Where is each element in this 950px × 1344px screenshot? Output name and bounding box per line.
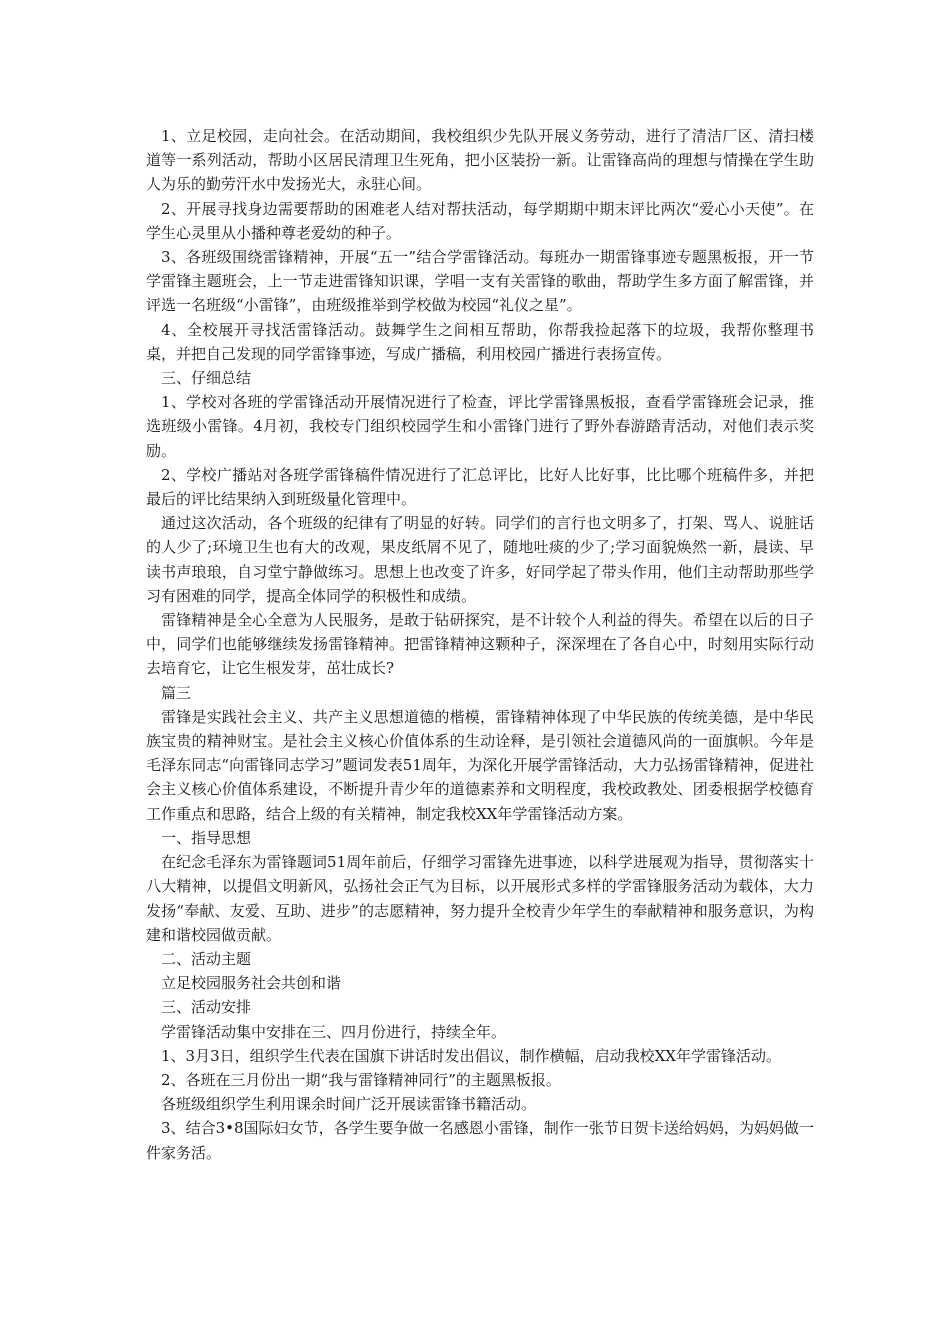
- paragraph-arrangement-reading: 各班级组织学生利用课余时间广泛开展读雷锋书籍活动。: [161, 1095, 537, 1114]
- paragraph-activity-4: 4、全校展开寻找活雷锋活动。鼓舞学生之间相互帮助，你帮我捡起落下的垃圾，我帮你整理书桌，并把自己发现的同学雷锋事迹，写成广播稿，利用校园广播进行表扬宣传。: [146, 320, 814, 363]
- part-heading: 篇三: [161, 683, 192, 702]
- paragraph-conclusion: 雷锋精神是全心全意为人民服务，是敢于钻研探究，是不计较个人利益的得失。希望在以后的日子中，同学们也能够继续发扬雷锋精神。把雷锋精神这颗种子，深深埋在了各自心中，时刻用实际行动去培育它，让它生根发芽，茁壮成长?: [146, 611, 814, 678]
- paragraph-summary-1: 1、学校对各班的学雷锋活动开展情况进行了检查，评比学雷锋黑板报，查看学雷锋班会记录，推选班级小雷锋。4月初，我校专门组织校园学生和小雷锋门进行了野外春游踏青活动，对他们表示奖励。: [146, 393, 814, 460]
- paragraph-arrangement: 学雷锋活动集中安排在三、四月份进行，持续全年。: [161, 1022, 507, 1041]
- section-heading-theme: 二、活动主题: [161, 949, 252, 968]
- paragraph-arrangement-1: 1、3月3日，组织学生代表在国旗下讲话时发出倡议，制作横幅，启动我校XX年学雷锋活动。: [161, 1046, 781, 1065]
- section-heading-arrangement: 三、活动安排: [161, 998, 252, 1017]
- paragraph-results: 通过这次活动，各个班级的纪律有了明显的好转。同学们的言行也文明多了，打架、骂人、说脏话的人少了;环境卫生也有大的改观，果皮纸屑不见了，随地吐痰的少了;学习面貌焕然一新，晨读、早读书声琅琅，自习堂宁静做练习。思想上也改变了许多，好同学起了带头作用，他们主动帮助那些学习有困难的同学，提高全体同学的积极性和成绩。: [146, 514, 814, 605]
- paragraph-theme: 立足校园服务社会共创和谐: [161, 974, 342, 993]
- paragraph-arrangement-3: 3、结合3•8国际妇女节，各学生要争做一名感恩小雷锋，制作一张节日贺卡送给妈妈，为妈妈做一件家务活。: [146, 1119, 814, 1162]
- paragraph-intro: 雷锋是实践社会主义、共产主义思想道德的楷模，雷锋精神体现了中华民族的传统美德，是中华民族宝贵的精神财宝。是社会主义核心价值体系的生动诠释，是引领社会道德风尚的一面旗帜。今年是毛泽东同志“向雷锋同志学习”题词发表51周年，为深化开展学雷锋活动，大力弘扬雷锋精神，促进社会主义核心价值体系建设，不断提升青少年的道德素养和文明程度，我校政教处、团委根据学校德育工作重点和思路，结合上级的有关精神，制定我校XX年学雷锋活动方案。: [146, 707, 814, 823]
- paragraph-guiding-ideas: 在纪念毛泽东为雷锋题词51周年前后，仔细学习雷锋先进事迹，以科学进展观为指导，贯彻落实十八大精神，以提倡文明新风，弘扬社会正气为目标，以开展形式多样的学雷锋服务活动为载体，大力发扬“奉献、友爱、互助、进步”的志愿精神，努力提升全校青少年学生的奉献精神和服务意识，为构建和谐校园做贡献。: [146, 853, 814, 944]
- paragraph-activity-1: 1、立足校园，走向社会。在活动期间，我校组织少先队开展义务劳动，进行了清洁厂区、清扫楼道等一系列活动，帮助小区居民清理卫生死角，把小区装扮一新。让雷锋高尚的理想与情操在学生助人为乐的勤劳汗水中发扬光大，永驻心间。: [146, 127, 814, 194]
- paragraph-summary-2: 2、学校广播站对各班学雷锋稿件情况进行了汇总评比，比好人比好事，比比哪个班稿件多，并把最后的评比结果纳入到班级量化管理中。: [146, 465, 814, 509]
- paragraph-activity-2: 2、开展寻找身边需要帮助的困难老人结对帮扶活动，每学期期中期末评比两次“爱心小天使”。在学生心灵里从小播种尊老爱幼的种子。: [146, 199, 814, 242]
- section-heading-guiding-ideas: 一、指导思想: [161, 828, 252, 847]
- paragraph-activity-3: 3、各班级围绕雷锋精神，开展“五一”结合学雷锋活动。每班办一期雷锋事迹专题黑板报，开一节学雷锋主题班会，上一节走进雷锋知识课，学唱一支有关雷锋的歌曲，帮助学生多方面了解雷锋，并评选一名班级“小雷锋”，由班级推举到学校做为校园“礼仪之星”。: [146, 248, 814, 315]
- document-body: [146, 124, 814, 1165]
- paragraph-arrangement-2: 2、各班在三月份出一期“我与雷锋精神同行”的主题黑板报。: [161, 1070, 561, 1089]
- section-heading-summary: 三、仔细总结: [161, 369, 252, 388]
